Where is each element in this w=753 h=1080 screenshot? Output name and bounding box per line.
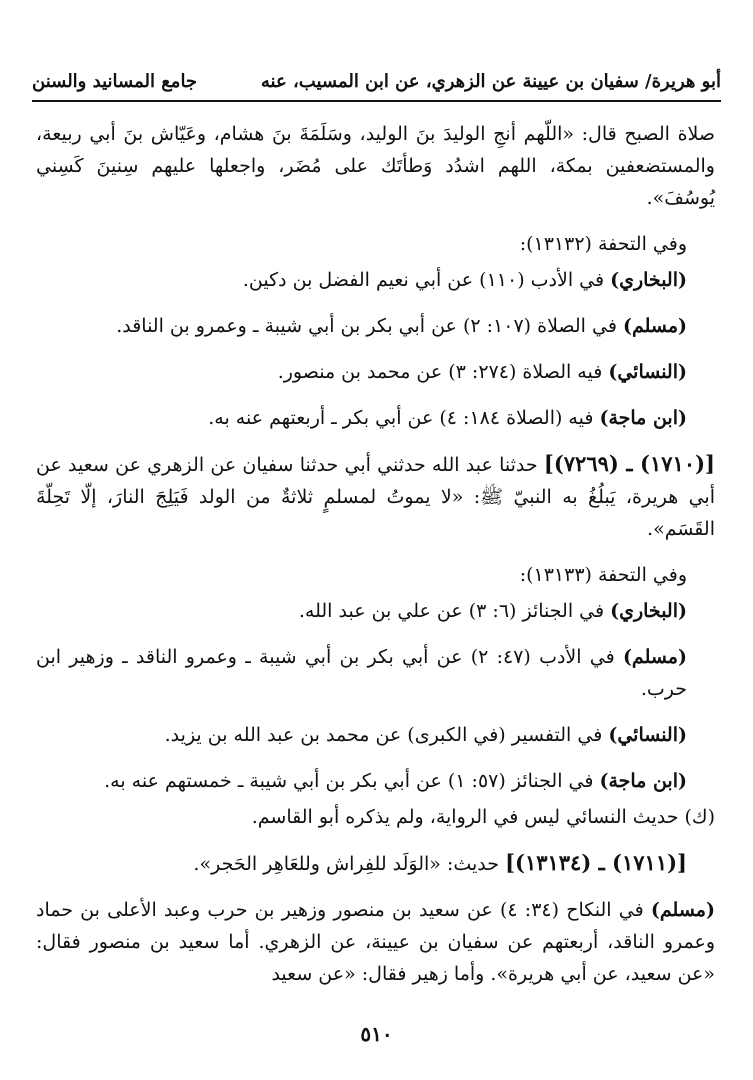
tuhfa-reference: وفي التحفة (١٣١٣٣): [519, 564, 687, 586]
source-nasai [36, 719, 715, 751]
hadith-continuation: صلاة الصبح قال: «اللّهم أنجِ الوليدَ بنَ الوليد، وسَلَمَةَ بنَ هشام، وعَيّاش بنَ أبي ربيعة، والمستضعفين بمكة، اللهم اشدُد وَطأتَك على مُضَر، واجعلها عليهم سِنينَ كَسِني يُوسُفَ». [36, 123, 715, 209]
source-label: (ابن ماجة) [599, 407, 687, 429]
source-label: (النسائي) [608, 724, 687, 746]
hadith-number: [(١٧١١) ـ (١٣١٣٤)] [505, 850, 687, 875]
source-nasai [36, 356, 715, 388]
source-label: (البخاري) [610, 269, 687, 291]
hadith-text: حديث: «الوَلَد للفِراش وللعَاهِر الحَجر». [193, 853, 506, 875]
source-text: في الصلاة (١٠٧: ٢) عن أبي بكر بن أبي شيبة ـ وعمرو بن الناقد. [116, 315, 623, 337]
hadith-text: حدثنا عبد الله حدثني أبي حدثنا سفيان عن الزهري عن سعيد عن أبي هريرة، يَبلُغُ به النبيّ ﷺ: «لا يموتُ لمسلمٍ ثلاثةٌ من الولد فَيَلِجَ النارَ، إلّا تَحِلّةَ القَسَم». [36, 454, 715, 540]
header-chain-title: أبو هريرة/ سفيان بن عيينة عن الزهري، عن ابن المسيب، عنه [260, 71, 721, 92]
header-book-title: جامع المسانيد والسنن [32, 71, 198, 92]
header-rule [32, 100, 721, 102]
hadith-number: [(١٧١٠) ـ (٧٢٦٩)] [543, 451, 715, 476]
source-text: في النكاح (٣٤: ٤) عن سعيد بن منصور وزهير بن حرب وعبد الأعلى بن حماد وعمرو الناقد، أربعتهم عن سفيان بن عيينة، عن الزهري. أما سعيد بن منصور فقال: «عن سعيد، عن أبي هريرة». وأما زهير فقال: «عن سعيد [36, 899, 715, 985]
source-text: فيه (الصلاة ١٨٤: ٤) عن أبي بكر ـ أربعتهم عنه به. [208, 407, 600, 429]
source-ibn-majah [36, 765, 715, 797]
source-bukhari [36, 595, 715, 627]
source-muslim [36, 310, 715, 342]
source-text: في الجنائز (٦: ٣) عن علي بن عبد الله. [298, 600, 611, 622]
source-label: (مسلم) [650, 899, 715, 921]
page-body [36, 118, 715, 1004]
source-text: في التفسير (في الكبرى) عن محمد بن عبد الله بن يزيد. [164, 724, 609, 746]
source-label: (البخاري) [610, 600, 687, 622]
source-label: (مسلم) [622, 315, 687, 337]
note: (ك) حديث النسائي ليس في الرواية، ولم يذكره أبو القاسم. [251, 806, 715, 828]
source-label: (النسائي) [608, 361, 687, 383]
source-text: في الجنائز (٥٧: ١) عن أبي بكر بن أبي شيبة ـ خمستهم عنه به. [104, 770, 600, 792]
source-text: فيه الصلاة (٢٧٤: ٣) عن محمد بن منصور. [277, 361, 609, 383]
hadith-1711 [36, 847, 715, 880]
source-muslim [36, 641, 715, 705]
source-label: (ابن ماجة) [599, 770, 687, 792]
running-header [32, 60, 721, 92]
source-muslim [36, 894, 715, 990]
tuhfa-reference: وفي التحفة (١٣١٣٢): [519, 233, 687, 255]
source-ibn-majah [36, 402, 715, 434]
source-text: في الأدب (٤٧: ٢) عن أبي بكر بن أبي شيبة ـ وعمرو الناقد ـ وزهير ابن حرب. [36, 646, 687, 700]
hadith-1710 [36, 448, 715, 545]
source-text: في الأدب (١١٠) عن أبي نعيم الفضل بن دكين. [242, 269, 611, 291]
page-number: ٥١٠ [360, 1022, 393, 1046]
source-bukhari [36, 264, 715, 296]
source-label: (مسلم) [622, 646, 687, 668]
